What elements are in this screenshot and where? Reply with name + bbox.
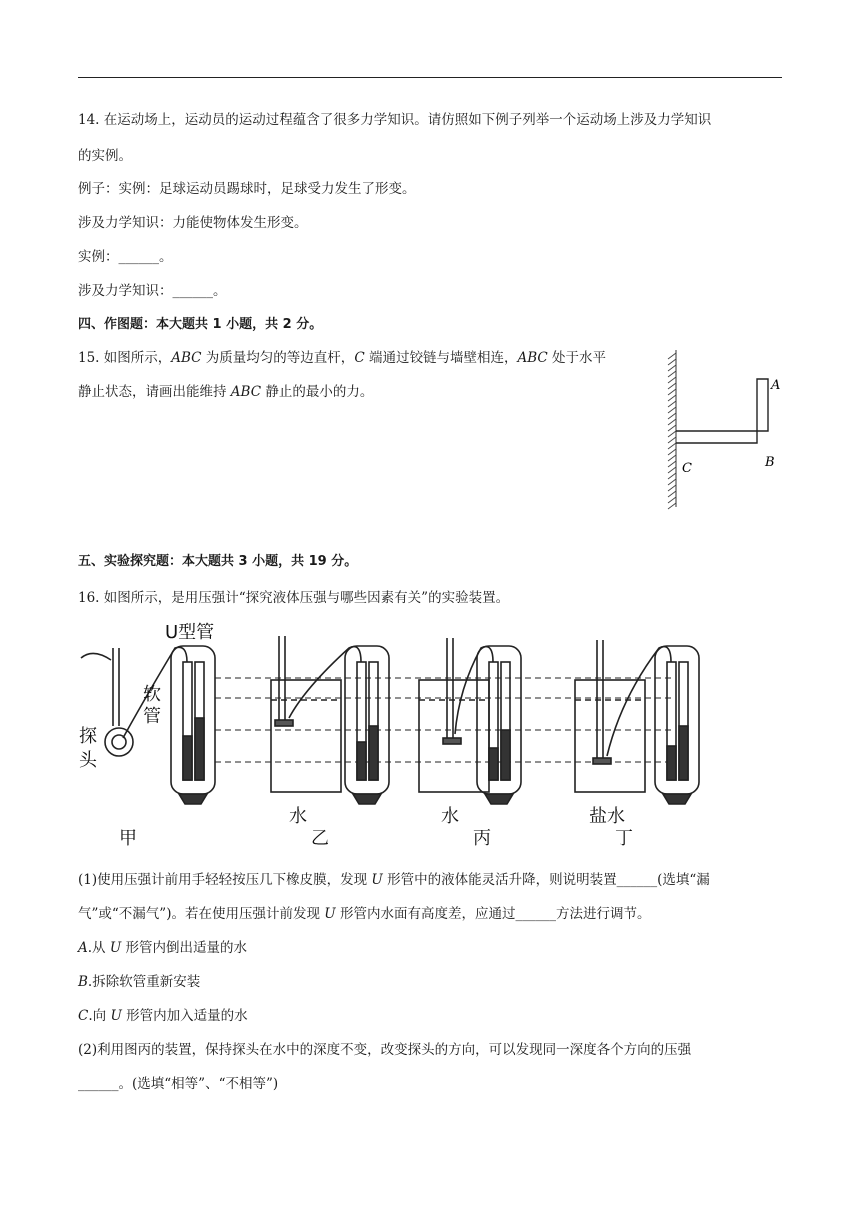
q15-figure xyxy=(640,345,790,515)
wall-hatch-line xyxy=(668,401,676,407)
q14-knowledge: 涉及力学知识：力能使物体发生形变。 xyxy=(78,215,308,231)
q16-text: .拆除软管重新安装 xyxy=(87,974,201,990)
wall-hatch-line xyxy=(668,449,676,455)
q16-figure xyxy=(75,618,715,854)
q14-line2: 的实例。 xyxy=(78,148,132,164)
q15-text: 为质量均匀的等边直杆， xyxy=(201,350,355,366)
wall-hatch-line xyxy=(668,455,676,461)
label-water-2: 水 xyxy=(441,806,459,827)
q15-c: C xyxy=(354,350,365,366)
q14-blank-knowledge: 涉及力学知识：______。 xyxy=(78,283,227,299)
q14-blank-instance: 实例：______。 xyxy=(78,249,173,265)
wall-hatch-line xyxy=(668,371,676,377)
label-yi: 乙 xyxy=(311,828,329,849)
wall-hatch-line xyxy=(668,443,676,449)
q15-text: 端通过铰链与墙壁相连， xyxy=(364,350,518,366)
wall-hatch-line xyxy=(668,467,676,473)
q16-p1-line1 xyxy=(78,870,710,890)
label-b: B xyxy=(765,455,775,470)
q14-example: 例子：实例：足球运动员踢球时，足球受力发生了形变。 xyxy=(78,181,416,197)
wall-hatch-line xyxy=(668,413,676,419)
wall-hatch-line xyxy=(668,377,676,383)
q16-text: .向 xyxy=(88,1008,111,1024)
wall-hatch-line xyxy=(668,383,676,389)
panel-bing xyxy=(419,638,521,804)
section4-title: 四、作图题：本大题共 1 小题，共 2 分。 xyxy=(78,317,323,332)
q16-p1-line2 xyxy=(78,904,650,924)
label-ding: 丁 xyxy=(615,828,633,849)
wall-hatch-line xyxy=(668,485,676,491)
wall-hatch-line xyxy=(668,503,676,509)
q16-intro: 16. 如图所示，是用压强计“探究液体压强与哪些因素有关”的实验装置。 xyxy=(78,590,510,606)
wall-hatch-line xyxy=(668,491,676,497)
wall-hatch-line xyxy=(668,473,676,479)
wall-hatch-line xyxy=(668,389,676,395)
wall-hatch-line xyxy=(668,497,676,503)
q14-line1: 14. 在运动场上，运动员的运动过程蕴含了很多力学知识。请仿照如下例子列举一个运动场上涉及力学知识 xyxy=(78,112,712,128)
wall-hatch-line xyxy=(668,479,676,485)
label-probe-2: 头 xyxy=(79,750,97,771)
wall-hatch-line xyxy=(668,365,676,371)
q15-text: 静止状态，请画出能维持 xyxy=(78,384,231,400)
q16-u: U xyxy=(109,940,122,956)
rod-abc xyxy=(676,379,768,443)
q15-abc: ABC xyxy=(517,350,548,366)
q15-line2 xyxy=(78,382,373,402)
label-probe-1: 探 xyxy=(79,726,97,747)
wall-hatch-line xyxy=(668,461,676,467)
label-hose-2: 管 xyxy=(143,706,161,727)
option-letter: B xyxy=(78,974,88,990)
wall-hatch-line xyxy=(668,431,676,437)
wall-hatch-line xyxy=(668,437,676,443)
label-bing: 丙 xyxy=(473,828,491,849)
label-c: C xyxy=(682,461,692,476)
q16-text: 形管内倒出适量的水 xyxy=(121,940,248,956)
section5-title: 五、实验探究题：本大题共 3 小题，共 19 分。 xyxy=(78,554,358,569)
q16-text: 形管内水面有高度差，应通过______方法进行调节。 xyxy=(335,906,651,922)
wall-hatch-line xyxy=(668,407,676,413)
q16-option-c xyxy=(78,1006,248,1026)
label-hose-1: 软 xyxy=(143,684,161,705)
wall-hatch-line xyxy=(668,395,676,401)
q16-option-a xyxy=(78,938,247,958)
q16-p2-line2: ______。(选填“相等”、“不相等”) xyxy=(78,1076,279,1092)
option-letter: A xyxy=(78,940,88,956)
q16-text: 形管内加入适量的水 xyxy=(121,1008,248,1024)
q16-text: .从 xyxy=(87,940,110,956)
q16-text: (1)使用压强计前用手轻轻按压几下橡皮膜，发现 xyxy=(78,872,372,888)
panel-ding xyxy=(575,640,699,804)
header-rule xyxy=(78,77,782,78)
label-u-tube: U型管 xyxy=(165,622,215,643)
q16-u: U xyxy=(324,906,336,922)
wall-hatch-line xyxy=(668,425,676,431)
wall-hatch-line xyxy=(668,419,676,425)
label-a: A xyxy=(771,378,781,393)
label-jia: 甲 xyxy=(119,828,137,849)
q16-u: U xyxy=(371,872,383,888)
label-brine: 盐水 xyxy=(589,806,625,827)
q15-text: 静止的最小的力。 xyxy=(261,384,374,400)
q15-abc: ABC xyxy=(171,350,202,366)
label-water-1: 水 xyxy=(289,806,307,827)
panel-yi xyxy=(271,636,389,804)
option-letter: C xyxy=(78,1008,89,1024)
q16-u: U xyxy=(110,1008,122,1024)
q15-abc: ABC xyxy=(230,384,262,400)
wall-hatch-line xyxy=(668,359,676,365)
q15-text: 处于水平 xyxy=(547,350,606,366)
q16-option-b xyxy=(78,972,200,992)
q15-line1 xyxy=(78,348,606,368)
wall-hatch-line xyxy=(668,353,676,359)
q16-text: 气”或“不漏气”)。若在使用压强计前发现 xyxy=(78,906,325,922)
q16-text: 形管中的液体能灵活升降，则说明装置______(选填“漏 xyxy=(382,872,710,888)
q16-p2-line1: (2)利用图丙的装置，保持探头在水中的深度不变，改变探头的方向，可以发现同一深度各个方向的压强 xyxy=(78,1042,692,1058)
q15-text: 15. 如图所示， xyxy=(78,350,172,366)
